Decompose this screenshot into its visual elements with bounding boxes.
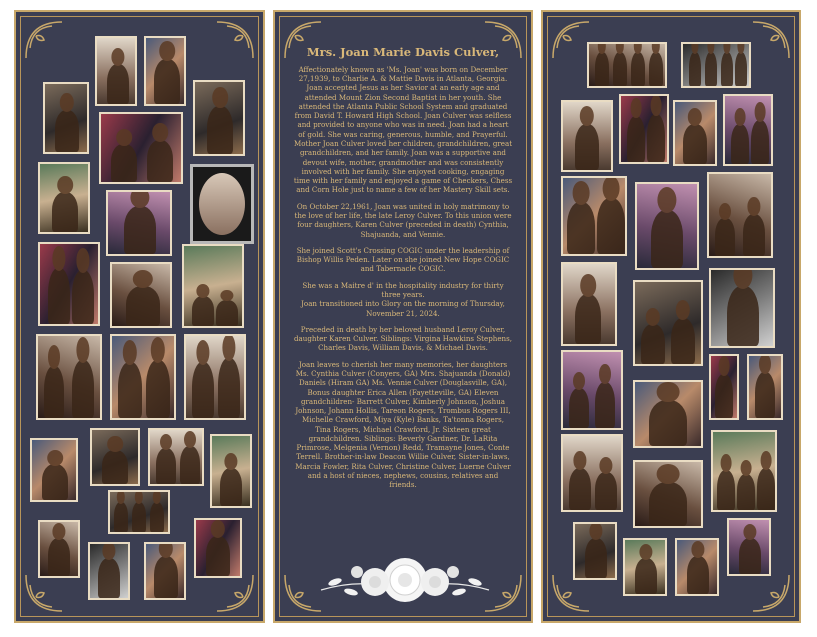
obituary-paragraph: Joan transitioned into Glory on the morning of Thursday, November 21, 2024. (301, 299, 505, 318)
family-photo (95, 36, 137, 106)
corner-flourish-icon (747, 18, 793, 64)
family-photo (108, 490, 170, 534)
family-photo (573, 522, 617, 580)
family-photo (633, 280, 703, 366)
family-photo (587, 42, 667, 88)
family-photo (623, 538, 667, 596)
family-photo (88, 542, 130, 600)
family-photo (673, 100, 717, 166)
family-photo (43, 82, 89, 154)
corner-flourish-icon (211, 18, 257, 64)
family-photo (144, 36, 186, 106)
family-photo (36, 334, 102, 420)
family-photo (635, 182, 699, 270)
family-photo (723, 94, 773, 166)
obituary-paragraph: Affectionately known as 'Ms. Joan' was born on December 27,1939, to Charlie A. & Mattie Davis in Atlanta, Georgia. Joan accepted Jesus as her Savior at an early age and attended Mount Zion Second Baptist in her youth. She attended the Atlanta Public School System and graduated from David T. Howard High School. Joan Culver was selfless and provided to anyone who was in need. Joan had a heart of gold. She was caring, generous, humble, and Prayerful. Mother Joan Culver loved her children, grandchildren, great grandchildren, and her family. Joan was a supportive and devout wife, mother, grandmother and was consistently involved with her family. She enjoyed cooking, engaging time with her family and enjoyed a game of Checkers, Chess and Corn Hole just to name a few of her Mastery Skill sets. (293, 64, 513, 195)
family-photo (184, 334, 246, 420)
family-photo (709, 268, 775, 348)
obituary-paragraph: Preceded in death by her beloved husband Leroy Culver, daughter Karen Culver. Siblings: Virgina Hawkins Stephens, Charles Davis, William Davis, & Michael Davis. (294, 324, 512, 353)
family-photo (619, 94, 669, 164)
family-photo (709, 354, 739, 420)
family-photo (561, 262, 617, 346)
family-photo (707, 172, 773, 258)
family-photo (193, 80, 245, 156)
family-photo (90, 428, 140, 486)
family-photo (106, 190, 172, 256)
family-photo (99, 112, 183, 184)
left-photo-collage-panel (14, 10, 265, 623)
family-photo (182, 244, 244, 328)
framed-portrait-photo (633, 460, 703, 528)
family-photo (144, 542, 186, 600)
family-photo (148, 428, 204, 486)
family-photo (747, 354, 783, 420)
family-photo (681, 42, 751, 88)
family-photo (711, 430, 777, 512)
family-photo (561, 434, 623, 512)
obituary-paragraph: She was a Maitre d' in the hospitality industry for thirty three years. (302, 280, 504, 299)
family-photo (38, 242, 100, 326)
family-photo (194, 518, 242, 578)
family-photo (30, 438, 78, 502)
family-photo (561, 176, 627, 256)
family-photo (210, 434, 252, 508)
obituary-text-panel (273, 10, 533, 623)
right-photo-collage-panel (541, 10, 801, 623)
family-photo (110, 334, 176, 420)
ornate-framed-photo (190, 164, 254, 244)
obituary-title: Mrs. Joan Marie Davis Culver, (306, 45, 500, 59)
family-photo (727, 518, 771, 576)
obituary-paragraph: On October 22,1961, Joan was united in holy matrimony to the love of her life, the late Leroy Culver. To this union were four daughters, Karen Culver (preceded in death) Cynthia, Shajuanda, and Vennie. (294, 201, 512, 239)
family-photo (38, 520, 80, 578)
obituary-paragraph: She joined Scott's Crossing COGIC under the leadership of Bishop Willis Peden. Later on she joined New Hope COGIC and Tabernacle COGIC. (296, 245, 510, 274)
family-photo (633, 380, 703, 448)
corner-flourish-icon (22, 18, 68, 64)
family-photo (38, 162, 90, 234)
obituary-paragraph: Joan leaves to cherish her many memories, her daughters Ms. Cynthia Culver (Conyers, GA) Mrs. Shajuanda (Donald) Daniels (Hiram GA) Ms. Vennie Culver (Douglasville, GA), Bonus daughter Erica Allen (Fayetteville, GA) Eleven grandchildren- Barrett Culver, Kimberly Johnson, Joshua Johnson, Johann Hollis, Tareon Rogers, Trombus Rogers III, Michelle Crawford, Miya (Kyle) Banks, Ta'tonna Rogers, Tina Rogers, Michael Crawford, Jr. Sixteen great grandchildren. Siblings: Beverly Gardner, Dr. LaRita Primrose, Melgenia (Vernon) Redd, Tramayne Jones, Conte Terrell. Brother-in-law Deacon Willie Culver, Sister-in-laws, Marcia Fowler, Rita Culver, Christine Culver, Luerne Culver and a host of nieces, nephews, cousins, relatives and friends. (295, 359, 511, 490)
white-flowers-icon (315, 550, 495, 606)
family-photo (561, 100, 613, 172)
family-photo (561, 350, 623, 430)
family-photo (675, 538, 719, 596)
family-photo (110, 262, 172, 328)
obituary-body (293, 46, 513, 497)
